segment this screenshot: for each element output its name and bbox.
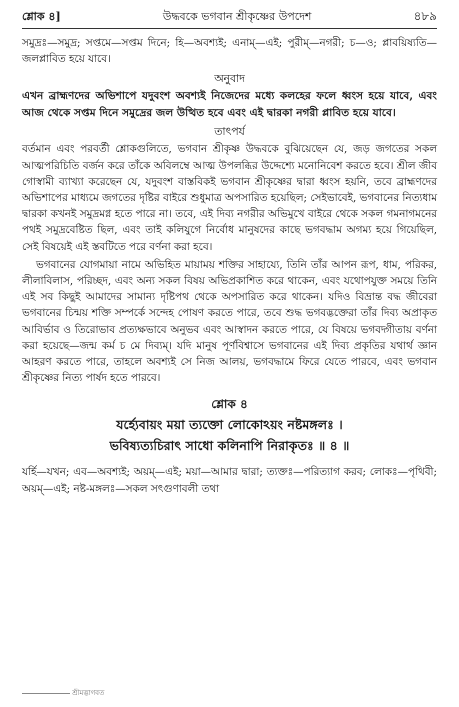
word-synonyms: যর্হি—যখন; এব—অবশ্যই; অয়ম্—এই; ময়া—আমার দ্বারা; ত্যক্তঃ—পরিত্যাগ করব; লোকঃ—পৃথিবী; অয়ম্—এই; নষ্ট-মঙ্গলঃ—সকল সৎগুণাবলী তথা bbox=[22, 466, 437, 495]
chapter-title: উদ্ধবকে ভগবান শ্রীকৃষ্ণের উপদেশ bbox=[162, 10, 312, 23]
verse-heading: শ্লোক ৪ bbox=[211, 397, 248, 412]
translation-heading: অনুবাদ bbox=[214, 72, 245, 86]
verse-line: ভবিষ্যত্যচিরাৎ সাধো কলিনাপি নিরাকৃতঃ ॥ ৪ ॥ bbox=[109, 438, 350, 454]
page-footer bbox=[22, 687, 104, 699]
purport-heading: তাৎপর্য bbox=[214, 125, 245, 139]
purport-paragraph: বর্তমান এবং পরবর্তী শ্লোকগুলিতে, ভগবান শ্রীকৃষ্ণ উদ্ধবকে বুঝিয়েছেন যে, জড় জগতের সকল আত্মপরিচিতি বর্জন করে তাঁকে অবিলম্বে আত্ম উপলব্ধির উদ্দেশ্যে মনোনিবেশ করতে হবে। শ্রীল জীব গোস্বামী ব্যাখ্যা করেছেন যে, যদুবংশ বাস্তবিকই ভগবান শ্রীকৃষ্ণের দ্বারা ধ্বংস হয়নি, তবে ব্রাহ্মণদের অভিশাপের মাধ্যমে জগতের দৃষ্টির বাইরে শুধুমাত্র অপসারিত হয়েছিল; সেইভাবেই, ভগবানের নিত্যধাম দ্বারকা কখনই সমুদ্রমগ্ন হতে পারে না। তবে, এই দিব্য নগরীর অভিমুখে বাইরে থেকে সকল গমনাগমনের পথই সমুদ্রবেষ্টিত ছিল, এবং তাই কলিযুগে নির্বোধ মানুষদের কাছে ভগবদ্ধাম অগম্য হয়ে গিয়েছিল, সেই বিষয়েই এই স্তবটিতে পরে বর্ণনা করা হবে। bbox=[22, 143, 437, 253]
header-rule bbox=[22, 28, 437, 29]
footer-rule bbox=[22, 693, 70, 694]
purport-paragraph: ভগবানের যোগমায়া নামে অভিহিত মায়াময় শক্তির সাহায্যে, তিনি তাঁর আপন রূপ, ধাম, পরিকর, লীলাবিলাস, পরিচ্ছদ, এবং অন্য সকল বিষয় অভিপ্রকাশিত করে থাকেন, এবং যথোপযুক্ত সময়ে তিনি এই সব কিছুই আমাদের সামান্য দৃষ্টিপথ থেকে অপসারিত করে থাকেন। যদিও বিভ্রান্ত বদ্ধ জীবেরা ভগবানের চিন্ময় শক্তি সম্পর্কে সন্দেহ পোষণ করতে পারে, তবে শুদ্ধ ভগবদ্ভক্তেরা তাঁর দিব্য অপ্রাকৃত আবির্ভাব ও তিরোভাব প্রত্যক্ষভাবে অনুভব এবং আস্বাদন করতে পারে, যে বিষয়ে ভগবদ্গীতায় বর্ণনা করা হয়েছে—জন্ম কর্ম চ মে দিব্যম্। যদি মানুষ পূর্ণবিশ্বাসে ভগবানের এই দিব্য প্রকৃতির যথার্থ জ্ঞান আহরণ করতে পারে, তাহলে অবশ্যই সে নিজ আলয়, ভগবদ্ধামে ফিরে যেতে পারবে, এবং ভগবান শ্রীকৃষ্ণের নিত্য পার্ষদ হতে পারবে। bbox=[22, 258, 437, 385]
verse-line: যর্হ্যেবায়ং ময়া ত্যক্তো লোকোঽয়ং নষ্টমঙ্গলঃ । bbox=[116, 417, 343, 433]
page-header bbox=[22, 8, 437, 28]
purport-body bbox=[22, 141, 437, 386]
translation-text: এখন ব্রাহ্মণদের অভিশাপে যদুবংশ অবশ্যই নিজেদের মধ্যে কলহের ফলে ধ্বংস হয়ে যাবে, এবং আজ থেকে সপ্তম দিনে সমুদ্রের জল উত্থিত হবে এবং এই দ্বারকা নগরী প্লাবিত হয়ে যাবে। bbox=[22, 90, 437, 119]
chapter-verse-ref: শ্লোক ৪] bbox=[22, 10, 61, 23]
footer-text: শ্রীমদ্ভাগবত bbox=[72, 689, 105, 697]
page-number: ৪৮৯ bbox=[413, 9, 437, 23]
previous-synonyms: সমুদ্রঃ—সমুদ্র; সপ্তমে—সপ্তম দিনে; হি—অবশ্যই; এনাম্—এই; পুরীম্—নগরী; চ—ও; প্লাবয়িষ্যতি—জলপ্লাবিত হয়ে যাবে। bbox=[22, 37, 437, 66]
